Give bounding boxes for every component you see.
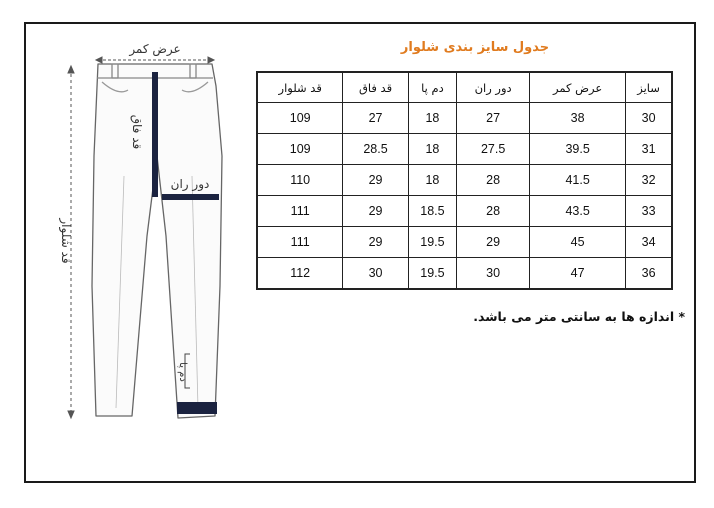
cell-hem: 18	[408, 165, 457, 196]
cell-thigh: 27.5	[457, 134, 530, 165]
cell-size: 31	[626, 134, 672, 165]
chart-title: جدول سایز بندی شلوار	[400, 40, 550, 55]
table-row	[257, 227, 672, 258]
cell-thigh: 28	[457, 196, 530, 227]
cell-rise: 29	[343, 227, 408, 258]
cell-waist: 39.5	[530, 134, 626, 165]
cell-rise: 29	[343, 165, 408, 196]
cell-rise: 30	[343, 258, 408, 290]
table-row	[257, 165, 672, 196]
cell-rise: 27	[343, 103, 408, 134]
cell-waist: 47	[530, 258, 626, 290]
cell-rise: 28.5	[343, 134, 408, 165]
rise-label: قد فاق	[130, 114, 144, 150]
cell-length: 110	[257, 165, 343, 196]
cell-size: 30	[626, 103, 672, 134]
size-table	[256, 71, 673, 290]
table-row	[257, 103, 672, 134]
cell-waist: 41.5	[530, 165, 626, 196]
pants-diagram	[40, 36, 240, 431]
cell-length: 109	[257, 134, 343, 165]
cell-waist: 43.5	[530, 196, 626, 227]
cell-hem: 19.5	[408, 227, 457, 258]
cell-size: 32	[626, 165, 672, 196]
cell-hem: 19.5	[408, 258, 457, 290]
header-thigh: دور ران	[457, 72, 530, 103]
table-header-row	[257, 72, 672, 103]
cell-length: 111	[257, 196, 343, 227]
units-note: * اندازه ها به سانتی متر می باشد.	[473, 309, 685, 324]
header-size: سایز	[626, 72, 672, 103]
cell-length: 112	[257, 258, 343, 290]
header-length: قد شلوار	[257, 72, 343, 103]
cell-hem: 18	[408, 134, 457, 165]
cell-size: 36	[626, 258, 672, 290]
waist-dimension-line	[96, 57, 214, 63]
cell-length: 109	[257, 103, 343, 134]
cell-thigh: 28	[457, 165, 530, 196]
table-row	[257, 196, 672, 227]
cell-thigh: 29	[457, 227, 530, 258]
length-label: قد شلوار	[59, 218, 73, 264]
hem-label: دم پا	[177, 362, 188, 382]
header-rise: قد فاق	[343, 72, 408, 103]
waist-label: عرض کمر	[129, 42, 181, 56]
cell-size: 34	[626, 227, 672, 258]
table-row	[257, 134, 672, 165]
cell-hem: 18	[408, 103, 457, 134]
table-row	[257, 258, 672, 290]
cell-thigh: 30	[457, 258, 530, 290]
cell-thigh: 27	[457, 103, 530, 134]
cell-length: 111	[257, 227, 343, 258]
header-waist: عرض کمر	[530, 72, 626, 103]
cell-waist: 45	[530, 227, 626, 258]
cell-rise: 29	[343, 196, 408, 227]
header-hem: دم پا	[408, 72, 457, 103]
cell-hem: 18.5	[408, 196, 457, 227]
cell-waist: 38	[530, 103, 626, 134]
cell-size: 33	[626, 196, 672, 227]
thigh-label: دور ران	[170, 177, 210, 191]
